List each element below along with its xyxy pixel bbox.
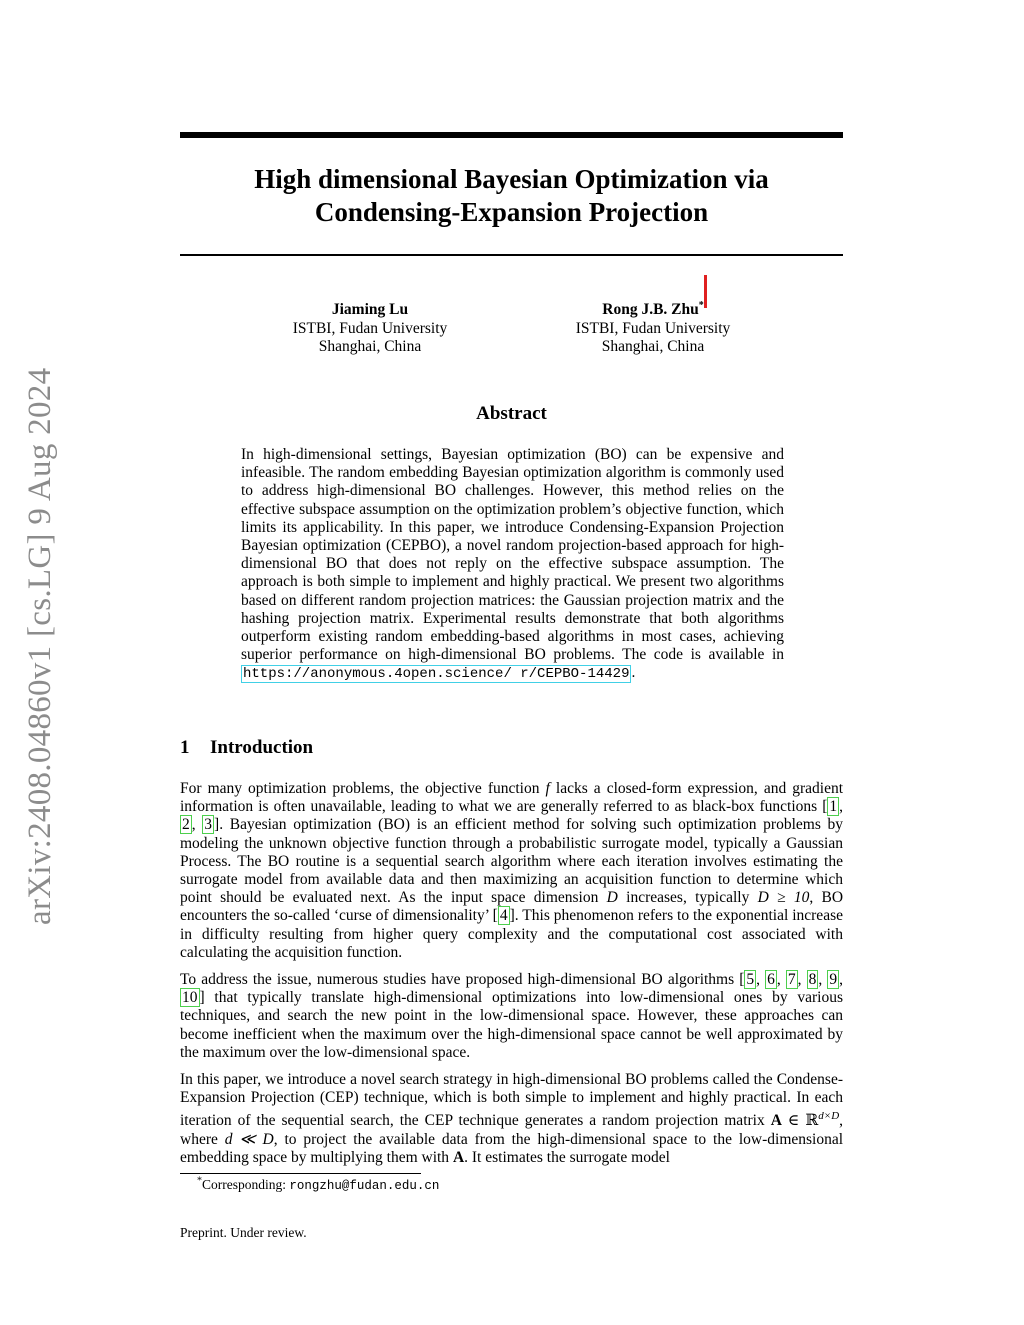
title-top-rule: [180, 132, 843, 138]
text: To address the issue, numerous studies have proposed high-dimensional BO algorithms [: [180, 971, 745, 988]
citation-link[interactable]: 6: [767, 971, 775, 988]
paper-title: [180, 163, 843, 229]
arxiv-watermark: arXiv:2408.04860v1 [cs.LG] 9 Aug 2024: [22, 367, 58, 925]
title-bottom-rule: [180, 254, 843, 256]
text: ]: [214, 816, 220, 834]
citation-link[interactable]: 7: [787, 971, 796, 988]
text: . It estimates the surrogate model: [464, 1148, 670, 1166]
intro-paragraph-2: To address the issue, numerous studies have proposed high-dimensional BO algorithms [ 5 , 6 , 7 , 8 , 9 , 10 ] that typically translate high-dimensional optimizations into low-dimensional ones by various techniques, and search the new point in the low-dimensional space. However, these approaches can become inefficient when the maximum over the high-dimensional space cannot be well approximated by the maximum over the low-dimensional space.: [180, 971, 844, 1061]
intro-paragraph-3: [180, 1071, 843, 1167]
code-link[interactable]: [241, 665, 631, 683]
citation-link[interactable]: 1: [829, 798, 838, 816]
text-cursor-mark: [704, 275, 707, 308]
section-title: Introduction: [210, 737, 314, 758]
footnote: [197, 1177, 439, 1193]
author-block-2: [523, 301, 783, 357]
math-inequality: d ≪ D: [224, 1130, 274, 1148]
math-matrix-A: A: [770, 1112, 782, 1130]
text: , where: [180, 1112, 844, 1148]
footnote-email[interactable]: rongzhu@fudan.edu.cn: [289, 1179, 440, 1193]
author-location: Shanghai, China: [318, 338, 422, 355]
title-line-1: High dimensional Bayesian Optimization via: [254, 164, 769, 194]
author-affiliation: ISTBI, Fudan University: [292, 319, 448, 337]
author-name: [523, 301, 783, 320]
footnote-rule: [180, 1173, 421, 1174]
text: ] that typically translate high-dimensional optimizations into low-dimensional ones by various techniques, and search the new point in the low-dimensional space. However, these approaches can become inefficient when the maximum over the high-dimensional space cannot be well approximated by the maximum over the low-dimensional space.: [180, 989, 843, 1061]
author-block-1: [240, 301, 500, 357]
citation-link[interactable]: 4: [499, 907, 508, 925]
section-heading: [180, 737, 313, 759]
citation-link[interactable]: 9: [829, 971, 838, 988]
abstract-text: In high-dimensional settings, Bayesian optimization (BO) can be expensive and infeasible. The random embedding Bayesian optimization algorithm is commonly used to address high-dimensional BO challenges. However, this method relies on the effective subspace assumption on the optimization problem’s objective function, which limits its applicability. In this paper, we introduce Condensing-Expansion Projection Bayesian optimization (CEPBO), a novel random projection-based approach for high-dimensional BO that does not reply on the effective subspace assumption. The approach is both simple to implement and highly practical. We present two algorithms based on different random projection matrices: the Gaussian projection matrix and the hashing projection matrix. Experimental results demonstrate that both algorithms outperform existing random embedding-based algorithms in most cases, achieving superior performance on high-dimensional BO problems. The code is available in: [241, 446, 784, 664]
author-location: Shanghai, China: [601, 338, 705, 355]
citation-link[interactable]: 5: [746, 971, 755, 988]
math-f: f: [545, 780, 550, 797]
corresponding-mark[interactable]: *: [698, 299, 704, 311]
text: [: [822, 798, 828, 816]
math-D: D: [606, 889, 618, 907]
text: , to project the available data from the high-dimensional space to the low-dimensional embedding space by multiplying them with: [180, 1130, 844, 1166]
author-name-text: Rong J.B. Zhu: [602, 301, 699, 318]
citation-link[interactable]: 3: [204, 816, 213, 834]
author-name: Jiaming Lu: [331, 301, 409, 318]
text: ]. This phenomenon refers to the exponential increase in difficulty resulting from higher query complexity and the computational cost associated with calculating the acquisition function.: [180, 907, 843, 961]
abstract-body: [241, 446, 784, 684]
code-link-line-1: https://anonymous.4open.science/: [243, 666, 512, 683]
citation-link[interactable]: 8: [808, 971, 817, 988]
code-link-line-2: r/CEPBO-14429: [520, 666, 630, 683]
section-number: 1: [180, 737, 190, 758]
title-line-2: Condensing-Expansion Projection: [314, 197, 709, 227]
abstract-end: .: [631, 664, 636, 682]
abstract-heading: Abstract: [476, 403, 547, 424]
citation-link[interactable]: 10: [182, 989, 198, 1007]
text: . Bayesian optimization (BO) is an efficient method for solving such optimization problems by modeling the unknown objective function through a probabilistic surrogate model, typically a Gaussian Process. The BO routine is a sequential search algorithm where each iteration involves estimating the surrogate model from available data and then maximizing an acquisition function to determine which point should be evaluated next. As the input space dimension: [180, 816, 844, 907]
math-condition: D ≥ 10: [757, 889, 810, 907]
intro-paragraph-1: For many optimization problems, the objective function f lacks a closed-form expression, and gradient information is often unavailable, leading to what we are generally referred to as black-box functions [ 1 , 2 , 3 ]. Bayesian optimization (BO) is an efficient method for solving such optimization problems by modeling the unknown objective function through a probabilistic surrogate model, typically a Gaussian Process. The BO routine is a sequential search algorithm where each iteration involves estimating the surrogate model from available data and then maximizing an acquisition function to determine which point should be evaluated next. As the input space dimension D increases, typically D ≥ 10, BO encounters the so-called ‘curse of dimensionality’ [ 4 ]. This phenomenon refers to the exponential increase in difficulty resulting from higher query complexity and the computational cost associated with calculating the acquisition function.: [180, 780, 844, 961]
math-set: ∈ ℝ: [787, 1112, 819, 1130]
footnote-label: Corresponding:: [202, 1177, 286, 1192]
citation-link[interactable]: 2: [182, 816, 190, 834]
author-affiliation: ISTBI, Fudan University: [575, 319, 731, 337]
text: increases, typically: [626, 889, 750, 907]
math-dims: d×D: [818, 1110, 840, 1123]
text: In this paper, we introduce a novel search strategy in high-dimensional BO problems called the Condense-Expansion Projection (CEP) technique, which is both simple to implement and highly practical. In each iteration of the sequential search, the CEP technique generates a random projection matrix: [180, 1071, 843, 1130]
text: lacks a closed-form expression, and gradient information is often unavailable, leading to what we are generally referred to as black-box functions: [180, 780, 844, 816]
text: For many optimization problems, the objective function: [180, 780, 540, 797]
text: , BO encounters the so-called ‘curse of dimensionality’ [: [180, 889, 844, 925]
math-matrix-A: A: [452, 1148, 465, 1166]
footnote-mark: *: [197, 1175, 202, 1187]
preprint-notice: Preprint. Under review.: [180, 1225, 307, 1240]
